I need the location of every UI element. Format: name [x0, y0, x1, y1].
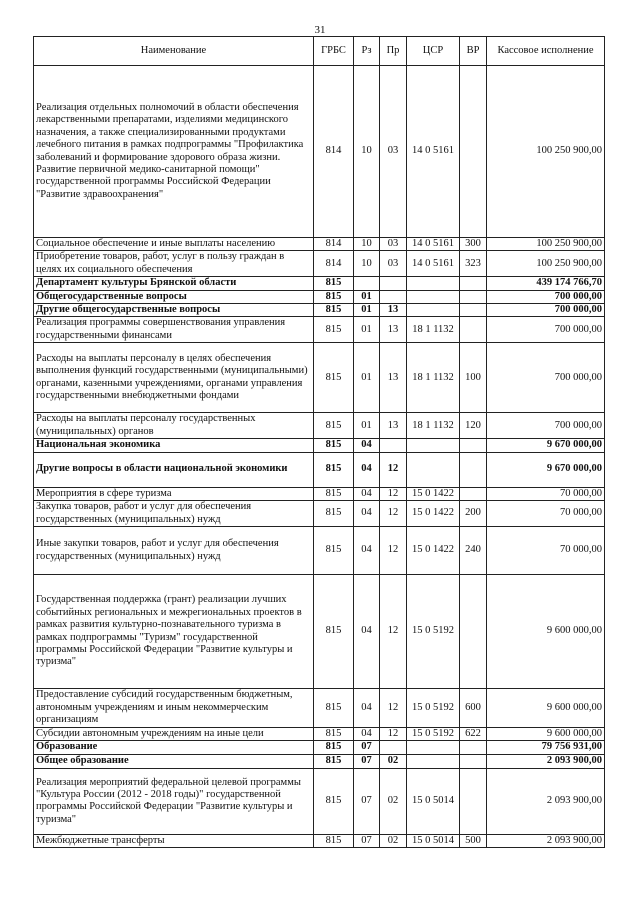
cell-amount: 700 000,00 [487, 317, 605, 343]
cell-amount: 9 670 000,00 [487, 439, 605, 452]
cell-vr [460, 66, 487, 238]
cell-pr: 13 [380, 317, 407, 343]
table-row [34, 501, 605, 527]
cell-rz: 04 [354, 452, 380, 487]
cell-grbs: 815 [314, 487, 354, 500]
cell-amount: 9 600 000,00 [487, 728, 605, 741]
header-vr: ВР [460, 37, 487, 66]
table-row [34, 834, 605, 847]
table-row [34, 754, 605, 768]
cell-pr: 12 [380, 501, 407, 527]
table-row [34, 317, 605, 343]
cell-name: Общее образование [34, 754, 314, 768]
cell-amount: 700 000,00 [487, 343, 605, 413]
cell-rz: 04 [354, 728, 380, 741]
cell-amount: 9 670 000,00 [487, 452, 605, 487]
cell-vr [460, 487, 487, 500]
cell-amount: 100 250 900,00 [487, 66, 605, 238]
table-row [34, 343, 605, 413]
cell-csr [407, 741, 460, 754]
cell-pr [380, 290, 407, 303]
cell-name: Закупка товаров, работ и услуг для обеспечения государственных (муниципальных) нужд [34, 501, 314, 527]
cell-grbs: 815 [314, 290, 354, 303]
cell-rz: 01 [354, 343, 380, 413]
cell-amount: 9 600 000,00 [487, 575, 605, 689]
cell-amount: 70 000,00 [487, 527, 605, 575]
cell-vr [460, 303, 487, 316]
cell-vr [460, 575, 487, 689]
cell-pr: 03 [380, 238, 407, 251]
cell-csr: 18 1 1132 [407, 413, 460, 439]
cell-csr: 15 0 1422 [407, 501, 460, 527]
table-row [34, 238, 605, 251]
cell-pr: 03 [380, 66, 407, 238]
table-row [34, 527, 605, 575]
page-number: 31 [314, 24, 326, 36]
cell-csr: 15 0 5192 [407, 728, 460, 741]
cell-csr: 15 0 5014 [407, 834, 460, 847]
cell-vr [460, 277, 487, 290]
cell-amount: 79 756 931,00 [487, 741, 605, 754]
cell-vr: 120 [460, 413, 487, 439]
budget-execution-table [33, 36, 605, 848]
cell-pr: 12 [380, 487, 407, 500]
cell-amount: 700 000,00 [487, 413, 605, 439]
cell-grbs: 815 [314, 834, 354, 847]
cell-rz: 01 [354, 413, 380, 439]
table-row [34, 452, 605, 487]
cell-name: Иные закупки товаров, работ и услуг для обеспечения государственных (муниципальных) нужд [34, 527, 314, 575]
cell-csr [407, 303, 460, 316]
cell-name: Приобретение товаров, работ, услуг в пользу граждан в целях их социального обеспечения [34, 251, 314, 277]
cell-rz: 01 [354, 317, 380, 343]
cell-name: Субсидии автономным учреждениям на иные цели [34, 728, 314, 741]
cell-name: Общегосударственные вопросы [34, 290, 314, 303]
table-row [34, 303, 605, 316]
cell-pr: 13 [380, 303, 407, 316]
cell-grbs: 815 [314, 768, 354, 834]
cell-grbs: 814 [314, 251, 354, 277]
cell-amount: 439 174 766,70 [487, 277, 605, 290]
header-amount: Кассовое исполнение [487, 37, 605, 66]
cell-pr [380, 439, 407, 452]
cell-rz: 04 [354, 439, 380, 452]
header-rz: Рз [354, 37, 380, 66]
table-row [34, 66, 605, 238]
cell-vr: 300 [460, 238, 487, 251]
table-row [34, 741, 605, 754]
cell-vr: 600 [460, 689, 487, 728]
cell-pr: 12 [380, 575, 407, 689]
cell-name: Департамент культуры Брянской области [34, 277, 314, 290]
cell-name: Другие вопросы в области национальной экономики [34, 452, 314, 487]
cell-amount: 70 000,00 [487, 501, 605, 527]
cell-vr [460, 290, 487, 303]
header-pr: Пр [380, 37, 407, 66]
cell-rz: 04 [354, 501, 380, 527]
cell-name: Национальная экономика [34, 439, 314, 452]
cell-pr [380, 741, 407, 754]
cell-grbs: 815 [314, 527, 354, 575]
cell-vr: 500 [460, 834, 487, 847]
cell-csr: 14 0 5161 [407, 251, 460, 277]
cell-pr: 02 [380, 754, 407, 768]
cell-csr: 15 0 5014 [407, 768, 460, 834]
cell-grbs: 815 [314, 575, 354, 689]
cell-rz: 10 [354, 66, 380, 238]
table-row [34, 487, 605, 500]
cell-pr: 02 [380, 768, 407, 834]
cell-csr: 14 0 5161 [407, 238, 460, 251]
cell-amount: 2 093 900,00 [487, 754, 605, 768]
cell-amount: 100 250 900,00 [487, 251, 605, 277]
cell-vr: 240 [460, 527, 487, 575]
cell-pr [380, 277, 407, 290]
cell-csr: 18 1 1132 [407, 317, 460, 343]
cell-vr [460, 452, 487, 487]
cell-csr: 15 0 1422 [407, 487, 460, 500]
table-header-row [34, 37, 605, 66]
table-row [34, 689, 605, 728]
cell-name: Другие общегосударственные вопросы [34, 303, 314, 316]
cell-vr [460, 317, 487, 343]
cell-grbs: 815 [314, 317, 354, 343]
cell-rz: 01 [354, 290, 380, 303]
cell-vr [460, 741, 487, 754]
table-row [34, 277, 605, 290]
cell-rz: 10 [354, 238, 380, 251]
cell-rz: 04 [354, 575, 380, 689]
cell-grbs: 815 [314, 741, 354, 754]
cell-rz: 07 [354, 768, 380, 834]
cell-name: Мероприятия в сфере туризма [34, 487, 314, 500]
header-name: Наименование [34, 37, 314, 66]
cell-amount: 9 600 000,00 [487, 689, 605, 728]
cell-pr: 12 [380, 728, 407, 741]
cell-grbs: 814 [314, 238, 354, 251]
cell-csr: 15 0 5192 [407, 689, 460, 728]
cell-name: Государственная поддержка (грант) реализации лучших событийных региональных и межрегиональных проектов в рамках развития культурно-познавательного туризма в рамках подпрограммы "Туризм" государственной программы Российской Федерации "Развитие культуры и туризма" [34, 575, 314, 689]
cell-csr: 15 0 1422 [407, 527, 460, 575]
cell-vr: 100 [460, 343, 487, 413]
cell-amount: 2 093 900,00 [487, 834, 605, 847]
cell-pr: 13 [380, 413, 407, 439]
cell-grbs: 815 [314, 413, 354, 439]
cell-csr [407, 754, 460, 768]
cell-rz: 04 [354, 527, 380, 575]
cell-amount: 700 000,00 [487, 303, 605, 316]
cell-grbs: 815 [314, 303, 354, 316]
cell-name: Предоставление субсидий государственным бюджетным, автономным учреждениям и иным некоммерческим организациям [34, 689, 314, 728]
header-grbs: ГРБС [314, 37, 354, 66]
table-row [34, 413, 605, 439]
cell-csr [407, 439, 460, 452]
cell-grbs: 815 [314, 439, 354, 452]
table-row [34, 768, 605, 834]
cell-grbs: 815 [314, 728, 354, 741]
table-row [34, 251, 605, 277]
cell-grbs: 815 [314, 689, 354, 728]
cell-csr: 14 0 5161 [407, 66, 460, 238]
cell-grbs: 815 [314, 754, 354, 768]
cell-vr: 622 [460, 728, 487, 741]
cell-pr: 12 [380, 452, 407, 487]
cell-pr: 12 [380, 689, 407, 728]
cell-name: Реализация программы совершенствования управления государственными финансами [34, 317, 314, 343]
cell-grbs: 815 [314, 277, 354, 290]
cell-name: Реализация отдельных полномочий в области обеспечения лекарственными препаратами, изделиями медицинского назначения, а также специализированными продуктами лечебного питания в рамках подпрограммы "Профилактика заболеваний и формирование здорового образа жизни. Развитие первичной медико-санитарной помощи" государственной программы Российской Федерации "Развитие здравоохранения" [34, 66, 314, 238]
cell-vr [460, 754, 487, 768]
cell-name: Расходы на выплаты персоналу государственных (муниципальных) органов [34, 413, 314, 439]
cell-csr [407, 452, 460, 487]
cell-rz [354, 277, 380, 290]
cell-grbs: 815 [314, 452, 354, 487]
table-row [34, 728, 605, 741]
cell-rz: 07 [354, 741, 380, 754]
cell-rz: 01 [354, 303, 380, 316]
cell-rz: 07 [354, 834, 380, 847]
table-row [34, 439, 605, 452]
cell-pr: 02 [380, 834, 407, 847]
cell-csr: 18 1 1132 [407, 343, 460, 413]
cell-csr [407, 290, 460, 303]
cell-rz: 04 [354, 487, 380, 500]
cell-csr [407, 277, 460, 290]
cell-amount: 70 000,00 [487, 487, 605, 500]
cell-amount: 100 250 900,00 [487, 238, 605, 251]
cell-rz: 10 [354, 251, 380, 277]
cell-name: Образование [34, 741, 314, 754]
cell-grbs: 815 [314, 501, 354, 527]
cell-grbs: 814 [314, 66, 354, 238]
cell-vr: 200 [460, 501, 487, 527]
cell-name: Расходы на выплаты персоналу в целях обеспечения выполнения функций государственными (муниципальными) органами, казенными учреждениями, органами управления государственными внебюджетными фондами [34, 343, 314, 413]
cell-csr: 15 0 5192 [407, 575, 460, 689]
header-csr: ЦСР [407, 37, 460, 66]
cell-vr: 323 [460, 251, 487, 277]
cell-amount: 700 000,00 [487, 290, 605, 303]
cell-name: Социальное обеспечение и иные выплаты населению [34, 238, 314, 251]
cell-rz: 07 [354, 754, 380, 768]
cell-pr: 13 [380, 343, 407, 413]
cell-rz: 04 [354, 689, 380, 728]
table-row [34, 290, 605, 303]
cell-name: Межбюджетные трансферты [34, 834, 314, 847]
cell-pr: 03 [380, 251, 407, 277]
cell-vr [460, 768, 487, 834]
cell-vr [460, 439, 487, 452]
cell-name: Реализация мероприятий федеральной целевой программы "Культура России (2012 - 2018 годы)" государственной программы Российской Федерации "Развитие культуры и туризма" [34, 768, 314, 834]
cell-amount: 2 093 900,00 [487, 768, 605, 834]
table-row [34, 575, 605, 689]
cell-pr: 12 [380, 527, 407, 575]
cell-grbs: 815 [314, 343, 354, 413]
